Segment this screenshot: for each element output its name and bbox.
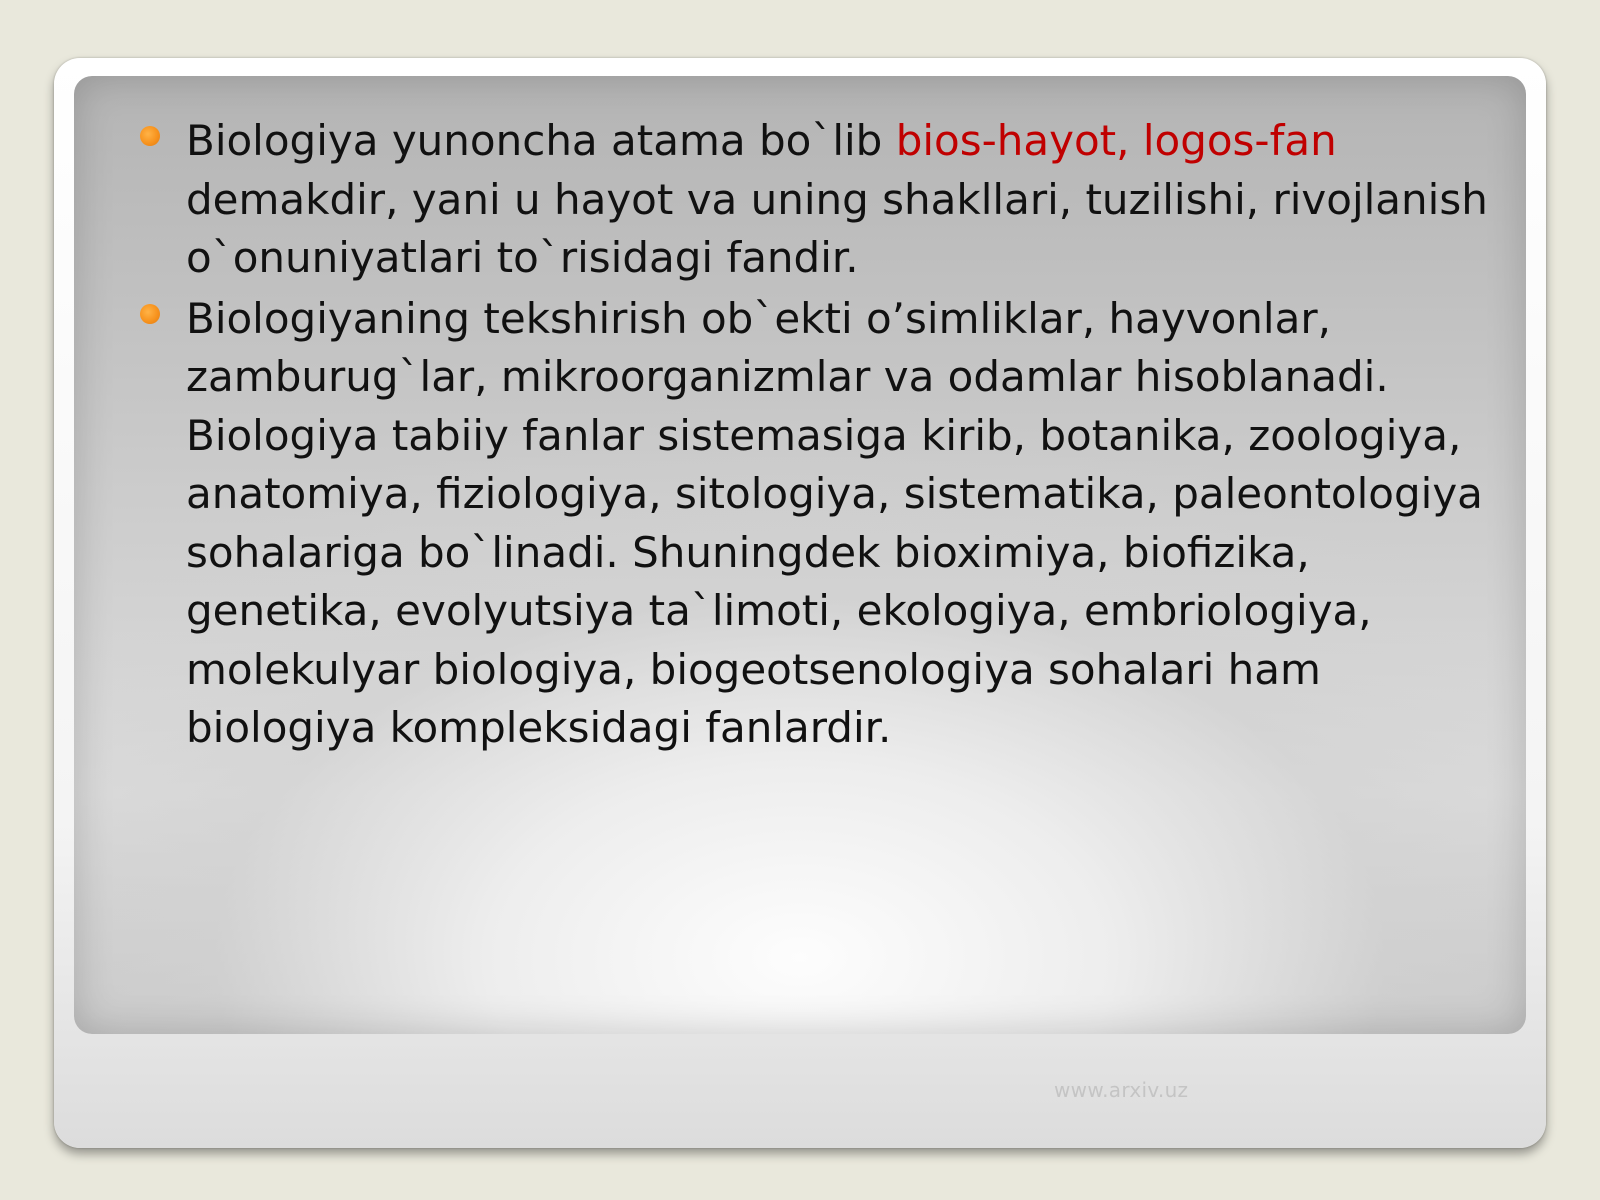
bullet-text-after: demakdir, yani u hayot va uning shakllari, tuzilishi, rivojlanish o`onuniyatlari to`risidagi fandir. (186, 174, 1488, 282)
slide-frame (54, 58, 1546, 1148)
bullet-dot-icon (140, 126, 160, 146)
bullet-text-before: Biologiya yunoncha atama bo`lib (186, 116, 896, 165)
bullet-highlight: bios-hayot, logos-fan (895, 116, 1337, 165)
bullet-text: Biologiyaning tekshirish ob`ekti o’simliklar, hayvonlar, zamburug`lar, mikroorganizmlar va odamlar hisoblanadi. Biologiya tabiiy fanlar sistemasiga kirib, botanika, zoologiya, anatomiya, fiziologiya, sitologiya, sistematika, paleontologiya sohalariga bo`linadi. Shuningdek bioximiya, biofizika, genetika, evolyutsiya ta`limoti, ekologiya, embriologiya, molekulyar biologiya, biogeotsenologiya sohalari ham biologiya kompleksidagi fanlardir. (186, 293, 1483, 752)
bullet-item-definition (140, 112, 1510, 288)
bullet-list (140, 112, 1510, 760)
bullet-item-objects (140, 290, 1510, 758)
bullet-dot-icon (140, 304, 160, 324)
footer-url: www.arxiv.uz (1054, 1078, 1189, 1102)
content-panel (74, 76, 1526, 1034)
